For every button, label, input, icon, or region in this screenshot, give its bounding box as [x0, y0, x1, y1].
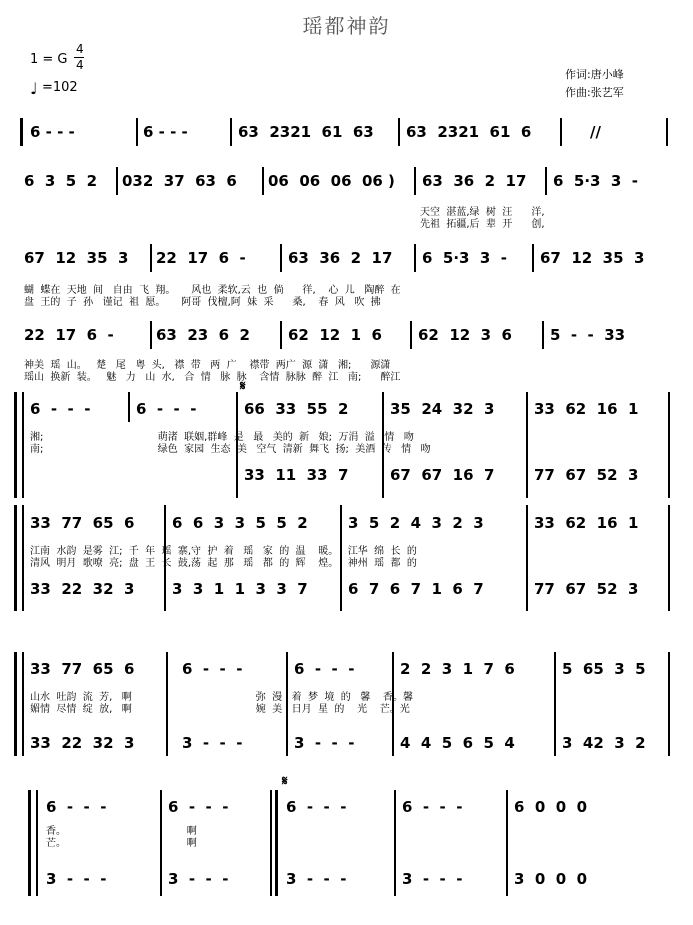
- harmony-measure: 3 0 0 0: [514, 870, 588, 888]
- harmony-measure: 77 67 52 3: [534, 466, 639, 484]
- barline: [280, 244, 282, 272]
- measure: 63 36 2 17: [288, 249, 393, 267]
- measure: 6 - - -: [168, 798, 229, 816]
- barline: [545, 167, 547, 195]
- segno-icon: 𝄋: [282, 774, 288, 789]
- barline: [668, 392, 670, 498]
- repeat-measure-sign: //: [590, 123, 601, 141]
- barline: [560, 118, 562, 146]
- barline: [542, 321, 544, 349]
- harmony-measure: 3 - - -: [46, 870, 107, 888]
- lyric-line-1: 香。 啊: [46, 826, 197, 837]
- composer: 作曲:张艺军: [565, 86, 624, 99]
- harmony-measure: 3 - - -: [182, 734, 243, 752]
- barline: [230, 118, 232, 146]
- measure: 6 5·3 3 -: [553, 172, 639, 190]
- barline: [150, 244, 152, 272]
- lyric-line-1: 天空 湛蓝,绿 树 汪 洋,: [420, 207, 545, 218]
- measure: 33 62 16 1: [534, 514, 639, 532]
- lyric-line-1: 山水 吐韵 流 芳, 啊 弥 漫 着 梦 境 的 馨 香。馨: [30, 692, 413, 703]
- measure: 6 - - -: [30, 123, 81, 141]
- harmony-measure: 33 22 32 3: [30, 734, 135, 752]
- quarter-note-icon: ♩: [30, 79, 38, 98]
- barline: [666, 118, 668, 146]
- lyric-line-1: 蝴 蝶在 天地 间 自由 飞 翔。 风也 柔软,云 也 倘 徉, 心 儿 陶醉 在: [24, 285, 401, 296]
- system-bracket: [14, 652, 17, 756]
- barline: [22, 392, 24, 498]
- lyric-line-2: 瑶山 换新 装。 魅 力 山 水, 合 情 脉 脉 含情 脉脉 醉 江 南; 醉江: [24, 372, 401, 383]
- measure: 5 - - 33: [550, 326, 626, 344]
- barline: [22, 652, 24, 756]
- measure: 33 77 65 6: [30, 660, 135, 678]
- barline: [128, 392, 130, 422]
- measure: 5 65 3 5: [562, 660, 646, 678]
- lyric-line-2: 南; 绿色 家园 生态 美 空气 清新 舞飞 扬; 美酒 传 情 吻: [30, 444, 431, 455]
- lyric-line-2: 先祖 拓疆,后 辈 开 创,: [420, 219, 545, 230]
- barline: [394, 790, 396, 896]
- measure: 2 2 3 1 7 6: [400, 660, 515, 678]
- measure: 33 77 65 6: [30, 514, 135, 532]
- measure: 3 5 2 4 3 2 3: [348, 514, 484, 532]
- measure: 6 5·3 3 -: [422, 249, 508, 267]
- system-bracket: [14, 392, 17, 498]
- harmony-measure: 3 3 1 1 3 3 7: [172, 580, 308, 598]
- barline: [414, 167, 416, 195]
- lyric-line-2: 盘 王的 子 孙 谨记 祖 愿。 阿哥 伐檀,阿 妹 采 桑, 春 风 吹 拂: [24, 297, 381, 308]
- measure: 33 62 16 1: [534, 400, 639, 418]
- measure: 35 24 32 3: [390, 400, 495, 418]
- harmony-measure: 77 67 52 3: [534, 580, 639, 598]
- measure: 62 12 1 6: [288, 326, 382, 344]
- time-signature-bottom: 4: [76, 58, 84, 72]
- barline: [526, 505, 528, 611]
- lyric-line-1: 神美 瑶 山。 楚 尾 粤 头, 襟 带 两 广 襟带 两广 源 潇 湘; 源潇: [24, 360, 391, 371]
- barline: [526, 392, 528, 498]
- repeat-barline: [270, 790, 272, 896]
- credits: [565, 66, 624, 102]
- harmony-measure: 33 11 33 7: [244, 466, 349, 484]
- segno-icon: 𝄋: [240, 379, 246, 394]
- barline: [506, 790, 508, 896]
- lyric-line-2: 芒。 啊: [46, 838, 197, 849]
- lyric-line-2: 清风 明月 歌嘹 亮; 盘 王 长 鼓,荡 起 那 瑶 都 的 辉 煌。 神州 瑶 都 的: [30, 558, 417, 569]
- harmony-measure: 3 - - -: [286, 870, 347, 888]
- song-title: 瑶都神韵: [302, 14, 391, 38]
- barline: [136, 118, 138, 146]
- measure: 6 6 3 3 5 5 2: [172, 514, 308, 532]
- barline: [532, 244, 534, 272]
- measure: 63 36 2 17: [422, 172, 527, 190]
- harmony-measure: 33 22 32 3: [30, 580, 135, 598]
- barline: [410, 321, 412, 349]
- measure: 6 - - -: [46, 798, 107, 816]
- measure: 6 - - -: [182, 660, 243, 678]
- measure: 6 - - -: [402, 798, 463, 816]
- harmony-measure: 3 42 3 2: [562, 734, 646, 752]
- barline: [554, 652, 556, 756]
- lyric-line-1: 湘; 萌渚 联姻,群峰 是 最 美的 新 娘; 万涓 溢 情 吻: [30, 432, 414, 443]
- measure: 6 - - -: [30, 400, 91, 418]
- barline: [280, 321, 282, 349]
- harmony-measure: 67 67 16 7: [390, 466, 495, 484]
- measure: 66 33 55 2: [244, 400, 349, 418]
- measure: 63 23 6 2: [156, 326, 250, 344]
- measure: 6 0 0 0: [514, 798, 588, 816]
- repeat-barline: [275, 790, 278, 896]
- measure: 06 06 06 06 ): [268, 172, 395, 190]
- lyricist: 作词:唐小峰: [565, 68, 624, 81]
- barline: [668, 652, 670, 756]
- measure: 67 12 35 3: [540, 249, 645, 267]
- harmony-measure: 3 - - -: [294, 734, 355, 752]
- barline: [262, 167, 264, 195]
- tempo-mark: =102: [42, 80, 78, 95]
- barline: [668, 505, 670, 611]
- measure: 6 - - -: [294, 660, 355, 678]
- barline: [414, 244, 416, 272]
- barline: [398, 118, 400, 146]
- harmony-measure: 6 7 6 7 1 6 7: [348, 580, 484, 598]
- measure: 6 - - -: [286, 798, 347, 816]
- measure: 62 12 3 6: [418, 326, 512, 344]
- lyric-line-1: 江南 水韵 是雾 江; 千 年 瑶 寨,守 护 着 瑶 家 的 温 暖。 江华 绵 长 的: [30, 546, 417, 557]
- lyric-line-2: 媚情 尽情 绽 放, 啊 婉 美 日月 星 的 光 芒。光: [30, 704, 410, 715]
- barline: [22, 505, 24, 611]
- measure: 63 2321 61 6: [406, 123, 532, 141]
- barline: [150, 321, 152, 349]
- measure: 6 - - -: [143, 123, 194, 141]
- harmony-measure: 4 4 5 6 5 4: [400, 734, 515, 752]
- measure: 6 3 5 2: [24, 172, 98, 190]
- system-bracket: [14, 505, 17, 611]
- harmony-measure: 3 - - -: [168, 870, 229, 888]
- measure: 67 12 35 3: [24, 249, 129, 267]
- barline: [116, 167, 118, 195]
- measure: 6 - - -: [136, 400, 197, 418]
- measure: 22 17 6 -: [156, 249, 246, 267]
- measure: 032 37 63 6: [122, 172, 237, 190]
- system-bracket: [20, 118, 23, 146]
- time-signature-top: 4: [76, 42, 84, 56]
- measure: 63 2321 61 63: [238, 123, 374, 141]
- barline: [36, 790, 38, 896]
- key-signature: 1 = G: [30, 52, 68, 67]
- measure: 22 17 6 -: [24, 326, 114, 344]
- harmony-measure: 3 - - -: [402, 870, 463, 888]
- system-bracket: [28, 790, 31, 896]
